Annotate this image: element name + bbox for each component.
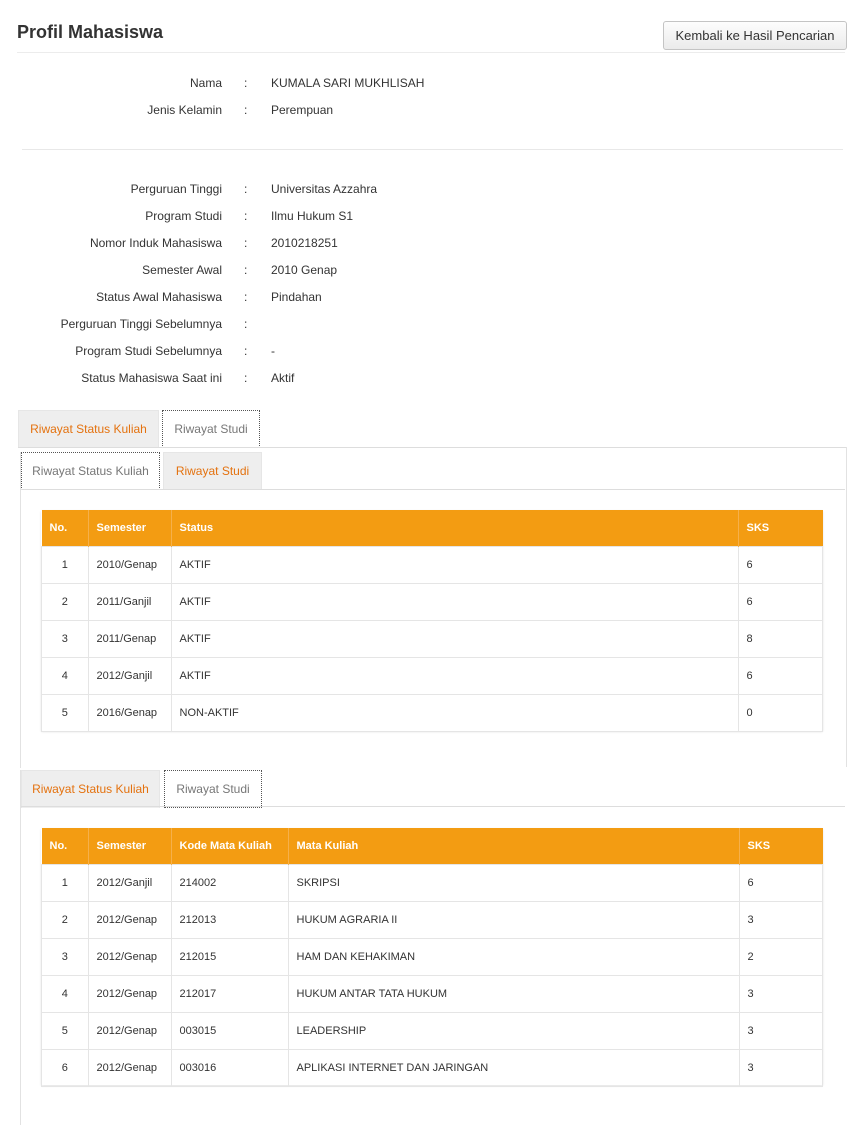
tab-riwayat-status-kuliah-lower[interactable]: Riwayat Status Kuliah xyxy=(21,770,160,808)
cell-sks: 3 xyxy=(739,976,823,1013)
cell-sks: 2 xyxy=(739,939,823,976)
cell-sks: 3 xyxy=(739,902,823,939)
info-separator: : xyxy=(244,209,248,223)
cell-semester: 2012/Genap xyxy=(88,1013,171,1050)
cell-sks: 8 xyxy=(738,621,823,658)
panel-left-border xyxy=(20,770,21,1125)
info-separator: : xyxy=(244,317,248,331)
cell-semester: 2012/Genap xyxy=(88,1050,171,1087)
cell-sks: 0 xyxy=(738,695,823,732)
tab-riwayat-studi-inner[interactable]: Riwayat Studi xyxy=(163,452,262,490)
info-value: Ilmu Hukum S1 xyxy=(271,209,354,223)
column-header-semester: Semester xyxy=(88,510,171,547)
info-separator: : xyxy=(244,182,248,196)
cell-semester: 2012/Genap xyxy=(88,939,171,976)
info-value: Universitas Azzahra xyxy=(271,182,378,196)
table-row xyxy=(42,621,823,658)
cell-semester: 2012/Genap xyxy=(88,902,171,939)
cell-sks: 6 xyxy=(739,865,823,902)
cell-kode: 214002 xyxy=(171,865,288,902)
info-value: 2010 Genap xyxy=(271,263,338,277)
cell-semester: 2012/Ganjil xyxy=(88,865,171,902)
info-separator: : xyxy=(244,371,248,385)
table-header-row xyxy=(42,510,823,547)
cell-mata-kuliah: HAM DAN KEHAKIMAN xyxy=(288,939,739,976)
cell-no: 2 xyxy=(42,902,89,939)
cell-mata-kuliah: SKRIPSI xyxy=(288,865,739,902)
cell-kode: 212015 xyxy=(171,939,288,976)
page-title: Profil Mahasiswa xyxy=(17,22,164,42)
info-label: Semester Awal xyxy=(142,263,222,277)
title-divider xyxy=(17,52,845,53)
panel-left-border xyxy=(20,452,21,768)
info-separator: : xyxy=(244,236,248,250)
table-header-row xyxy=(42,828,823,865)
cell-sks: 3 xyxy=(739,1013,823,1050)
cell-sks: 6 xyxy=(738,584,823,621)
cell-status: AKTIF xyxy=(171,658,738,695)
table-row xyxy=(42,547,823,584)
column-header-no: No. xyxy=(42,828,89,865)
info-value: KUMALA SARI MUKHLISAH xyxy=(271,76,425,90)
info-label: Program Studi xyxy=(145,209,222,223)
tab-riwayat-status-kuliah-inner[interactable]: Riwayat Status Kuliah xyxy=(21,452,160,490)
cell-semester: 2010/Genap xyxy=(88,547,171,584)
table-row xyxy=(42,658,823,695)
info-separator: : xyxy=(244,263,248,277)
info-separator: : xyxy=(244,76,248,90)
info-separator: : xyxy=(244,103,248,117)
column-header-mata-kuliah: Mata Kuliah xyxy=(288,828,739,865)
info-value: Pindahan xyxy=(271,290,322,304)
table-row xyxy=(42,1013,823,1050)
info-label: Jenis Kelamin xyxy=(147,103,222,117)
cell-status: AKTIF xyxy=(171,547,738,584)
tab-bar-line xyxy=(18,447,847,448)
cell-sks: 6 xyxy=(738,547,823,584)
cell-mata-kuliah: HUKUM ANTAR TATA HUKUM xyxy=(288,976,739,1013)
back-to-search-results-button[interactable]: Kembali ke Hasil Pencarian xyxy=(663,21,847,50)
cell-mata-kuliah: LEADERSHIP xyxy=(288,1013,739,1050)
cell-no: 1 xyxy=(42,865,89,902)
info-row-program-studi xyxy=(0,207,865,225)
cell-mata-kuliah: HUKUM AGRARIA II xyxy=(288,902,739,939)
cell-kode: 003015 xyxy=(171,1013,288,1050)
cell-kode: 212013 xyxy=(171,902,288,939)
cell-no: 1 xyxy=(42,547,89,584)
cell-semester: 2016/Genap xyxy=(88,695,171,732)
info-row-nim xyxy=(0,234,865,252)
info-row-perguruan-tinggi xyxy=(0,180,865,198)
cell-no: 5 xyxy=(42,695,89,732)
column-header-semester: Semester xyxy=(88,828,171,865)
info-label: Status Mahasiswa Saat ini xyxy=(81,371,222,385)
cell-semester: 2012/Ganjil xyxy=(88,658,171,695)
table-row xyxy=(42,1050,823,1087)
cell-status: AKTIF xyxy=(171,584,738,621)
info-row-prodi-sebelumnya xyxy=(0,342,865,360)
studi-table xyxy=(41,828,823,1087)
table-row xyxy=(42,902,823,939)
info-row-semester-awal xyxy=(0,261,865,279)
table-row xyxy=(42,695,823,732)
tab-riwayat-studi-lower[interactable]: Riwayat Studi xyxy=(164,770,262,808)
cell-no: 2 xyxy=(42,584,89,621)
column-header-status: Status xyxy=(171,510,738,547)
tab-riwayat-status-kuliah[interactable]: Riwayat Status Kuliah xyxy=(18,410,159,448)
cell-no: 3 xyxy=(42,939,89,976)
info-row-status-awal xyxy=(0,288,865,306)
cell-sks: 6 xyxy=(738,658,823,695)
column-header-kode-mata-kuliah: Kode Mata Kuliah xyxy=(171,828,288,865)
cell-status: AKTIF xyxy=(171,621,738,658)
cell-mata-kuliah: APLIKASI INTERNET DAN JARINGAN xyxy=(288,1050,739,1087)
info-separator: : xyxy=(244,344,248,358)
cell-kode: 212017 xyxy=(171,976,288,1013)
column-header-no: No. xyxy=(42,510,89,547)
table-row xyxy=(42,976,823,1013)
cell-no: 6 xyxy=(42,1050,89,1087)
info-separator: : xyxy=(244,290,248,304)
info-row-status-saat-ini xyxy=(0,369,865,387)
cell-kode: 003016 xyxy=(171,1050,288,1087)
info-label: Nama xyxy=(189,76,222,90)
cell-semester: 2012/Genap xyxy=(88,976,171,1013)
info-row-pt-sebelumnya xyxy=(0,315,865,333)
info-value: 2010218251 xyxy=(271,236,338,250)
section-divider xyxy=(22,149,843,150)
cell-no: 5 xyxy=(42,1013,89,1050)
info-label: Program Studi Sebelumnya xyxy=(75,344,222,358)
column-header-sks: SKS xyxy=(739,828,823,865)
info-value: Perempuan xyxy=(271,103,334,117)
cell-sks: 3 xyxy=(739,1050,823,1087)
info-label: Status Awal Mahasiswa xyxy=(96,290,222,304)
cell-no: 4 xyxy=(42,658,89,695)
info-row-jenis-kelamin xyxy=(0,101,865,119)
cell-status: NON-AKTIF xyxy=(171,695,738,732)
column-header-sks: SKS xyxy=(738,510,823,547)
cell-semester: 2011/Genap xyxy=(88,621,171,658)
tab-bar-line xyxy=(21,806,845,807)
tab-bar-line xyxy=(21,489,845,490)
table-row xyxy=(42,865,823,902)
info-value: - xyxy=(271,344,275,358)
cell-no: 3 xyxy=(42,621,89,658)
info-label: Perguruan Tinggi Sebelumnya xyxy=(60,317,222,331)
tab-riwayat-studi[interactable]: Riwayat Studi xyxy=(162,410,260,448)
status-table xyxy=(41,510,823,732)
info-row-nama xyxy=(0,74,865,92)
info-label: Perguruan Tinggi xyxy=(130,182,222,196)
table-row xyxy=(42,584,823,621)
cell-no: 4 xyxy=(42,976,89,1013)
info-value: Aktif xyxy=(271,371,295,385)
info-label: Nomor Induk Mahasiswa xyxy=(89,236,222,250)
cell-semester: 2011/Ganjil xyxy=(88,584,171,621)
panel-right-border xyxy=(846,447,847,767)
table-row xyxy=(42,939,823,976)
